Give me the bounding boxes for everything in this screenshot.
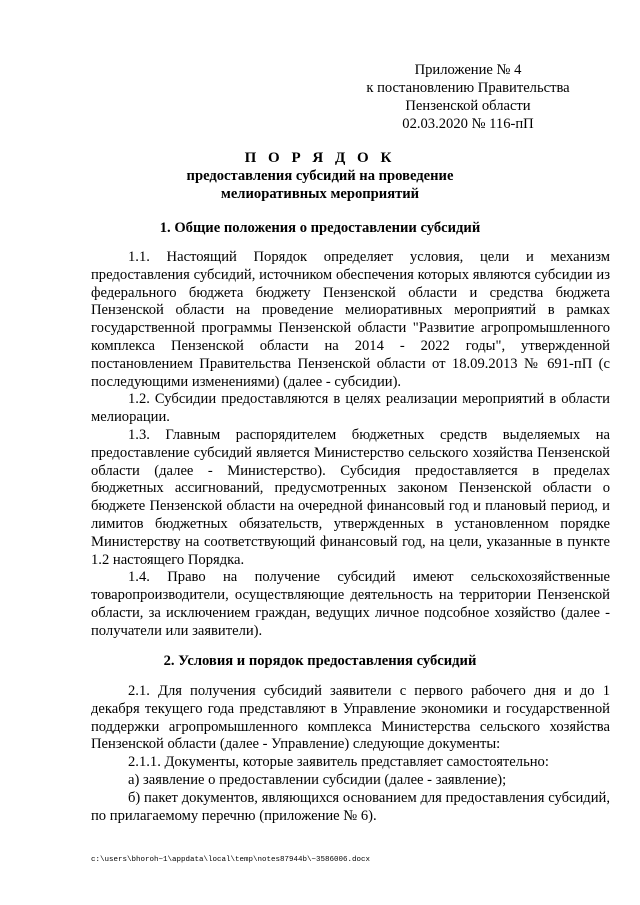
appendix-resolution-ref: к постановлению Правительства: [366, 80, 570, 96]
paragraph-1-2: 1.2. Субсидии предоставляются в целях реализации мероприятий в области мелиорации.: [91, 391, 610, 426]
file-path-footer: c:\users\bhoroh~1\appdata\local\temp\notes87944b\~3586006.docx: [91, 856, 371, 864]
title-sub-line-2: мелиоративных мероприятий: [220, 186, 420, 202]
title-main: П О Р Я Д О К: [244, 150, 396, 166]
paragraph-1-4: 1.4. Право на получение субсидий имеют сельскохозяйственные товаропроизводители, осуществляющие деятельность на территории Пензенской области, за исключением граждан, ведущих личное подсобное хозяйство (далее - получатели или заявители).: [91, 569, 610, 639]
appendix-block: [338, 61, 598, 133]
section-1-body: [91, 249, 610, 641]
paragraph-2-1-1-a: а) заявление о предоставлении субсидии (далее - заявление);: [128, 771, 507, 788]
title-sub-line-1: предоставления субсидий на проведение: [186, 168, 454, 184]
appendix-date-number: 02.03.2020 № 116-пП: [402, 116, 534, 132]
section-2-body: [91, 683, 610, 825]
section-1-heading: 1. Общие положения о предоставлении субсидий: [159, 220, 481, 236]
appendix-number: Приложение № 4: [414, 62, 522, 78]
appendix-region: Пензенской области: [405, 98, 531, 114]
document-title: [0, 149, 640, 203]
paragraph-2-1: 2.1. Для получения субсидий заявители с первого рабочего дня и до 1 декабря текущего года представляют в Управление экономики и государственной поддержки агропромышленного комплекса Министерства сельского хозяйства Пензенской области (далее - Управление) следующие документы:: [91, 683, 610, 753]
section-2-heading: 2. Условия и порядок предоставления субсидий: [163, 653, 477, 669]
paragraph-1-3: 1.3. Главным распорядителем бюджетных средств выделяемых на предоставление субсидий является Министерство сельского хозяйства Пензенской области (далее - Министерство). Субсидия предоставляется в пределах бюджетных ассигнований, предусмотренных законом Пензенской области о бюджете Пензенской области на очередной финансовый год и плановый период, и лимитов бюджетных обязательств, утвержденных в установленном порядке Министерству на соответствующий финансовый год, на цели, указанные в пункте 1.2 настоящего Порядка.: [91, 426, 610, 568]
paragraph-2-1-1-b: б) пакет документов, являющихся основанием для предоставления субсидий, по прилагаемому перечню (приложение № 6).: [91, 789, 610, 824]
paragraph-2-1-1: 2.1.1. Документы, которые заявитель представляет самостоятельно:: [128, 754, 549, 771]
paragraph-1-1: 1.1. Настоящий Порядок определяет условия, цели и механизм предоставления субсидий, источником обеспечения которых являются субсидии из федерального бюджета бюджету Пензенской области и средства бюджета Пензенской области на проведение мелиоративных мероприятий в рамках государственной программы Пензенской области "Развитие агропромышленного комплекса Пензенской области на 2014 - 2022 годы", утвержденной постановлением Правительства Пензенской области от 18.09.2013 № 691-пП (с последующими изменениями) (далее - субсидии).: [91, 249, 610, 390]
